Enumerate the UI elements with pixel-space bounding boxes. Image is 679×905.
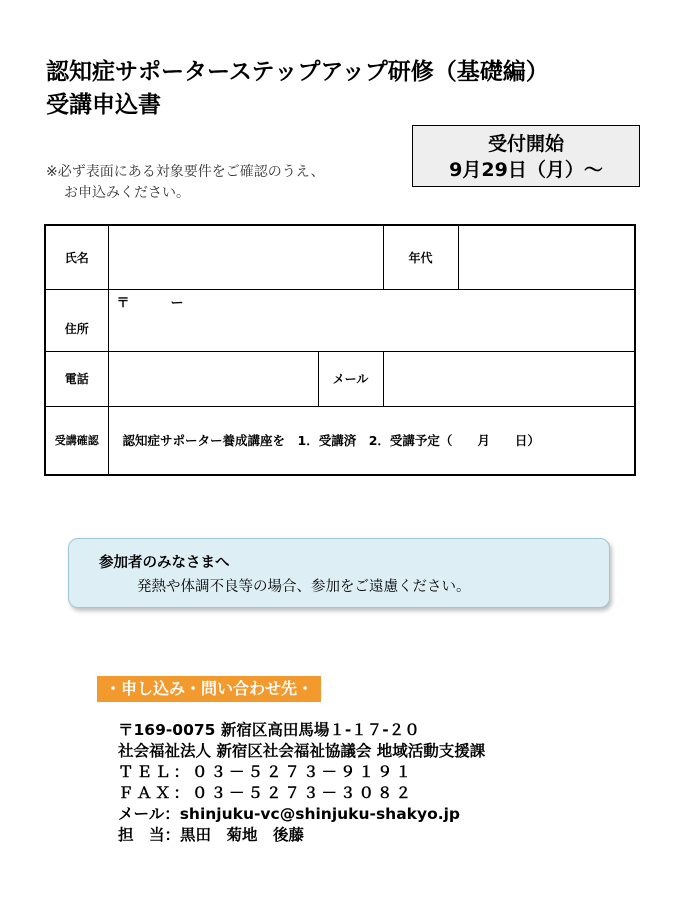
reception-start-box bbox=[412, 125, 640, 187]
notice-body: 発熱や体調不良等の場合、参加をご遠慮ください。 bbox=[137, 579, 471, 595]
application-form-table bbox=[44, 224, 636, 476]
contact-staff: 担 当：黒田 菊地 後藤 bbox=[118, 826, 305, 844]
note-line-2: お申込みください。 bbox=[64, 185, 190, 201]
name-label: 氏名 bbox=[45, 225, 108, 289]
name-field[interactable] bbox=[108, 225, 383, 289]
page-title bbox=[46, 56, 646, 122]
phone-label: 電話 bbox=[45, 351, 108, 406]
contact-tel: ＴＥＬ：０３－５２７３－９１９１ bbox=[118, 763, 415, 781]
reception-label: 受付開始 bbox=[487, 133, 564, 155]
requirements-note bbox=[46, 162, 325, 204]
email-field[interactable] bbox=[383, 351, 635, 406]
confirm-text[interactable]: 認知症サポーター養成講座を 1．受講済 2．受講予定（ 月 日） bbox=[108, 406, 635, 475]
confirm-label: 受講確認 bbox=[45, 406, 108, 475]
postal-dash: ー bbox=[170, 295, 184, 311]
notice-heading: 参加者のみなさまへ bbox=[99, 555, 230, 571]
contact-info bbox=[118, 720, 485, 846]
form-row-name bbox=[45, 225, 635, 289]
contact-org: 社会福祉法人 新宿区社会福祉協議会 地域活動支援課 bbox=[118, 742, 486, 760]
phone-field[interactable] bbox=[108, 351, 318, 406]
title-line-2: 受講申込書 bbox=[46, 92, 161, 118]
age-field[interactable] bbox=[458, 225, 635, 289]
postal-mark: 〒 bbox=[116, 295, 130, 311]
title-line-1: 認知症サポーターステップアップ研修（基礎編） bbox=[46, 59, 549, 85]
note-line-1: ※必ず表面にある対象要件をご確認のうえ、 bbox=[46, 164, 325, 180]
contact-fax: ＦＡＸ：０３－５２７３－３０８２ bbox=[118, 784, 415, 802]
form-row-contact bbox=[45, 351, 635, 406]
form-row-address bbox=[45, 289, 635, 351]
contact-postal: 〒169-0075 新宿区高田馬場１-１７-２０ bbox=[118, 721, 420, 739]
contact-badge: ・申し込み・問い合わせ先・ bbox=[97, 676, 321, 702]
address-label: 住所 bbox=[45, 289, 108, 351]
participant-notice bbox=[68, 538, 610, 608]
age-label: 年代 bbox=[383, 225, 458, 289]
email-label: メール bbox=[318, 351, 383, 406]
form-row-confirm bbox=[45, 406, 635, 475]
reception-date: 9月29日（月）〜 bbox=[449, 159, 603, 181]
contact-email[interactable]: メール：shinjuku-vc@shinjuku-shakyo.jp bbox=[118, 805, 461, 823]
address-field[interactable] bbox=[108, 289, 635, 351]
